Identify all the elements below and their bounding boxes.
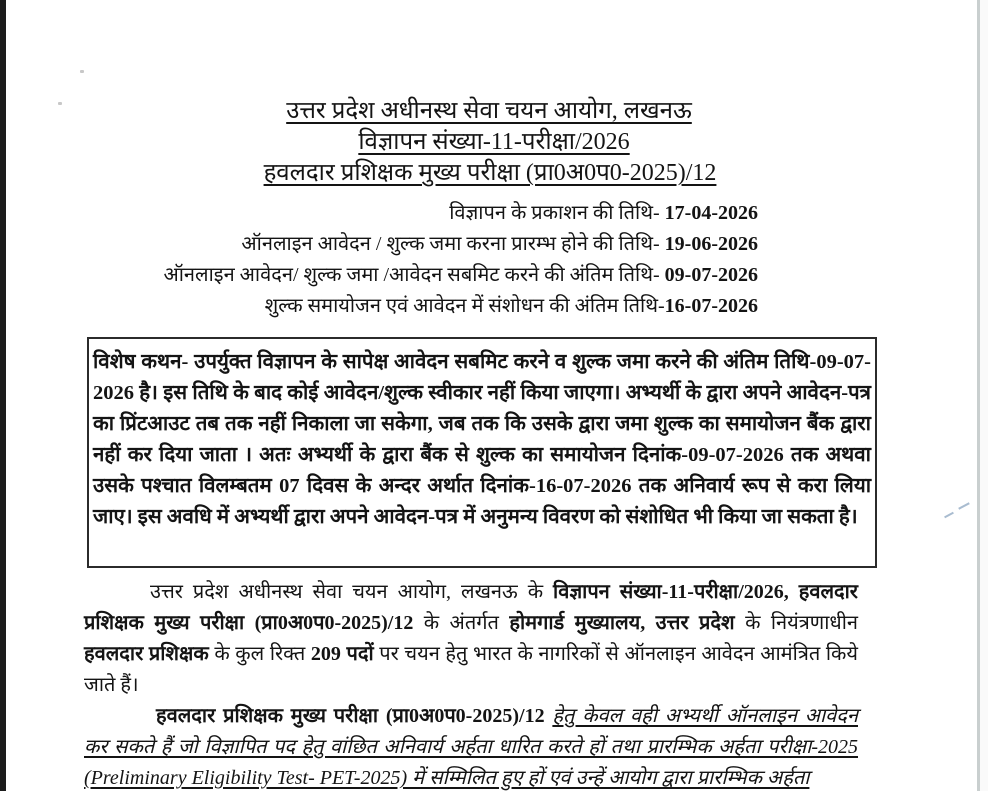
scan-speck	[80, 70, 84, 73]
date-value: 19-06-2026	[664, 233, 758, 255]
notice-text: है। इस तिथि के बाद कोई आवेदन/शुल्क स्वीकार नहीं किया जाएगा। अभ्यर्थी के द्वारा अपने आवेदन-पत्र का प्रिंटआउट तब तक नहीं निकाला जा सकेगा, जब तक कि उसके द्वारा जमा शुल्क का समायोजन बैंक द्वारा नहीं कर दिया जाता । अतः अभ्यर्थी के द्वारा बैंक से शुल्क का समायोजन दिनांक-	[93, 382, 871, 466]
notice-text: तक अनिवार्य रूप से करा लिया जाए। इस अवधि में अभ्यर्थी द्वारा अपने आवेदन-पत्र में अनुमन्य विवरण को संशोधित भी किया जा सकता है।	[93, 475, 872, 528]
date-value: 17-04-2026	[664, 202, 758, 224]
para-bold: हवलदार प्रशिक्षक मुख्य परीक्षा (प्रा0अ0प0-2025)/12	[156, 705, 545, 727]
eligibility-paragraph	[84, 701, 858, 791]
date-publication	[163, 198, 758, 229]
date-label: ऑनलाइन आवेदन/ शुल्क जमा /आवेदन सबमिट करने की अंतिम तिथि-	[163, 264, 665, 286]
date-label: शुल्क समायोजन एवं आवेदन में संशोधन की अंतिम तिथि-	[264, 295, 665, 317]
notice-date: 09-07-2026	[93, 351, 871, 404]
advertisement-number: विज्ञापन संख्या-11-परीक्षा/2026	[358, 129, 630, 155]
organization-title: उत्तर प्रदेश अधीनस्थ सेवा चयन आयोग, लखनऊ	[286, 98, 692, 124]
special-notice-text	[93, 347, 871, 533]
exam-title: हवलदार प्रशिक्षक मुख्य परीक्षा (प्रा0अ0प0-2025)/12	[263, 160, 717, 186]
para-bold: हवलदार प्रशिक्षक	[84, 643, 209, 665]
notice-date: 09-07-2026	[688, 444, 784, 466]
notice-text: दिवस के अन्दर अर्थात दिनांक-	[299, 475, 536, 497]
para-text: के अंतर्गत	[413, 612, 510, 634]
notice-days: 07	[279, 475, 300, 497]
para-text: उत्तर प्रदेश अधीनस्थ सेवा चयन आयोग, लखनऊ के	[150, 581, 554, 603]
notice-lead: विशेष कथन- उपर्युक्त विज्ञापन के सापेक्ष आवेदन सबमिट करने व शुल्क जमा करने की अंतिम तिथि-	[93, 351, 817, 373]
notice-date: 16-07-2026	[535, 475, 632, 497]
para-bold: विज्ञापन संख्या-11-परीक्षा/2026, हवलदार प्रशिक्षक मुख्य परीक्षा (प्रा0अ0प0-2025)/12	[84, 581, 858, 634]
scan-mark	[944, 512, 954, 518]
para-text: के नियंत्रणाधीन	[734, 612, 858, 634]
important-dates	[163, 198, 758, 322]
notice-text: तक अथवा उसके पश्चात विलम्बतम	[93, 444, 871, 497]
eligibility-text: हेतु केवल वही अभ्यर्थी ऑनलाइन आवेदन कर सकते हैं जो विज्ञापित पद हेतु वांछित अनिवार्य अर्हता धारित करते हों तथा प्रारम्भिक अर्हता परीक्षा-2025 (Preliminary Eligibility Test- PET-2025) में सम्मिलित हुए हों एवं उन्हें आयोग द्वारा प्रारम्भिक अर्हता	[84, 705, 858, 789]
special-notice-box	[87, 337, 877, 568]
para-text: के कुल रिक्त	[208, 643, 311, 665]
para-bold: होमगार्ड मुख्यालय, उत्तर प्रदेश	[509, 612, 735, 634]
scan-mark	[958, 502, 970, 509]
date-label: ऑनलाइन आवेदन / शुल्क जमा करना प्रारम्भ होने की तिथि-	[241, 233, 665, 255]
vacancy-count: 209 पदों	[310, 643, 374, 665]
para-text: पर चयन हेतु भारत के नागरिकों से ऑनलाइन आवेदन आमंत्रित किये जाते हैं।	[84, 643, 859, 696]
date-value: 16-07-2026	[664, 295, 758, 317]
date-fee-correction-end	[163, 291, 758, 322]
date-application-end	[163, 260, 758, 291]
date-label: विज्ञापन के प्रकाशन की तिथि-	[449, 202, 665, 224]
date-value: 09-07-2026	[664, 264, 758, 286]
document-header	[0, 96, 988, 189]
intro-paragraph	[84, 577, 858, 701]
date-application-start	[163, 229, 758, 260]
